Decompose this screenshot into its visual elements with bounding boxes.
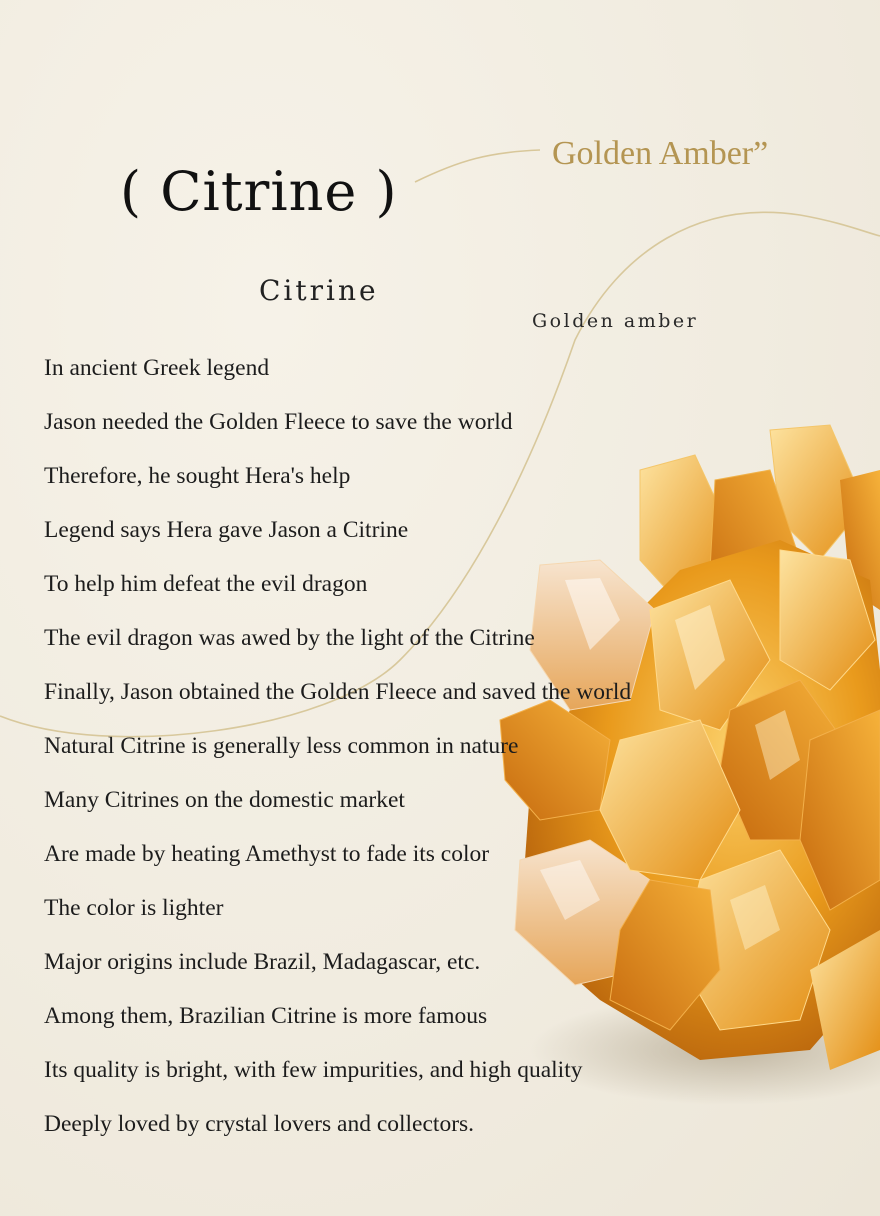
golden-amber-tagline: Golden Amber”	[552, 135, 769, 172]
body-line: In ancient Greek legend	[44, 355, 270, 381]
body-line: Are made by heating Amethyst to fade its color	[44, 841, 490, 867]
section-heading: Citrine	[259, 274, 379, 307]
body-line: The color is lighter	[44, 895, 224, 921]
body-line: Its quality is bright, with few impurities, and high quality	[44, 1057, 583, 1083]
legend-text-body	[44, 347, 631, 1157]
body-line: Many Citrines on the domestic market	[44, 787, 405, 813]
body-line: Deeply loved by crystal lovers and collectors.	[44, 1111, 475, 1137]
body-line: Major origins include Brazil, Madagascar, etc.	[44, 949, 481, 975]
page-title: ( Citrine )	[120, 160, 398, 223]
body-line: Finally, Jason obtained the Golden Fleece and saved the world	[44, 679, 632, 705]
body-line: Among them, Brazilian Citrine is more famous	[44, 1003, 488, 1029]
body-line: Jason needed the Golden Fleece to save the world	[44, 409, 513, 435]
body-line: Legend says Hera gave Jason a Citrine	[44, 517, 409, 543]
body-line: Natural Citrine is generally less common in nature	[44, 733, 519, 759]
body-line: Therefore, he sought Hera's help	[44, 463, 351, 489]
section-subheading: Golden amber	[532, 310, 699, 332]
body-line: To help him defeat the evil dragon	[44, 571, 368, 597]
body-line: The evil dragon was awed by the light of the Citrine	[44, 625, 535, 651]
tagline-connector-curve	[415, 150, 540, 182]
